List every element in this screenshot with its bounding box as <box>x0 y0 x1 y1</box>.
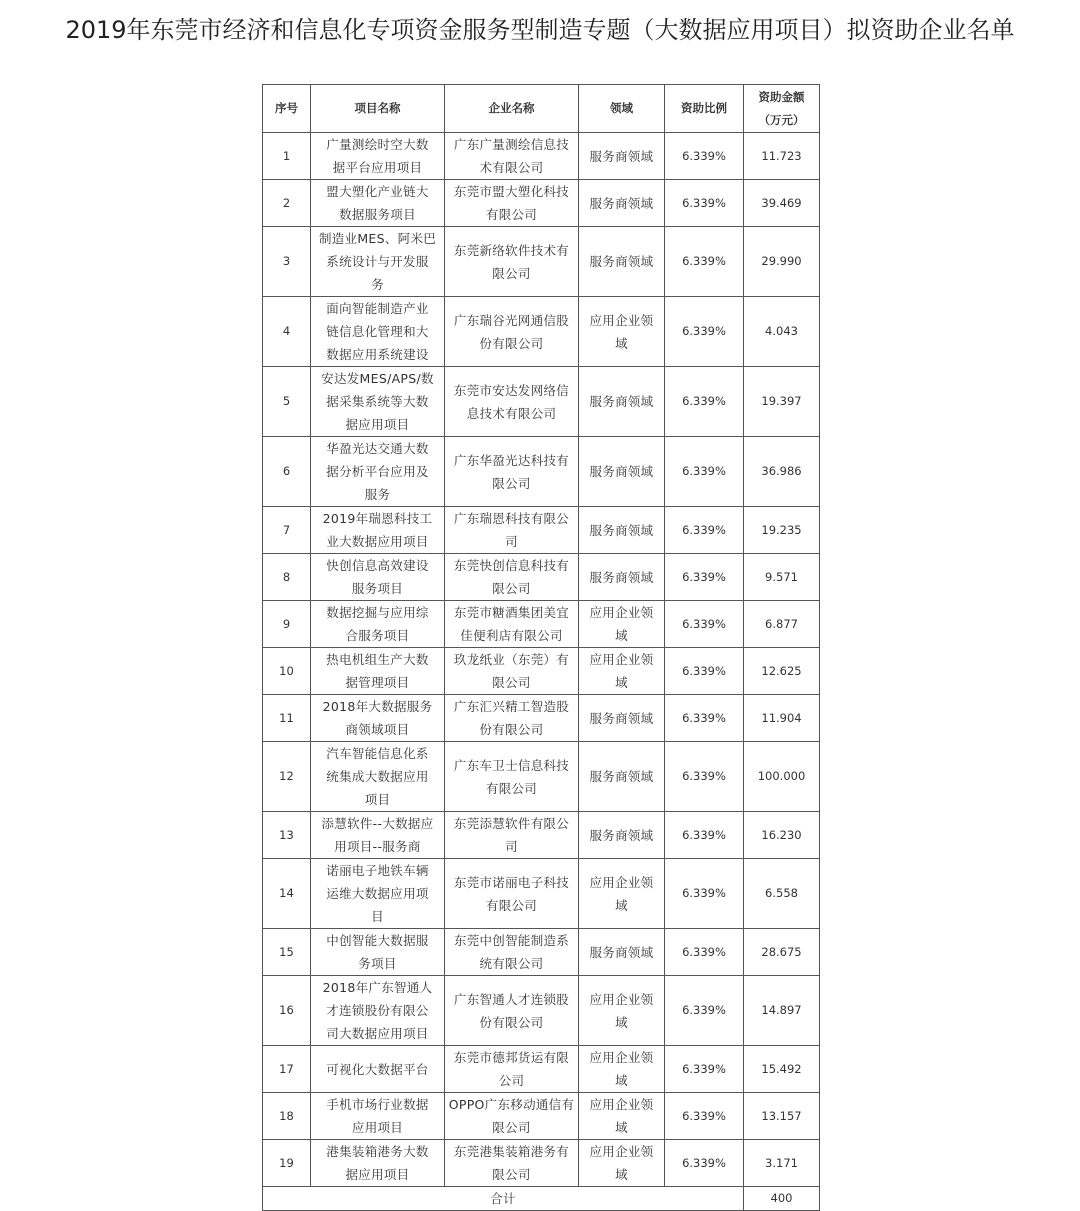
project-name <box>311 812 445 859</box>
company-name <box>445 929 579 976</box>
project-name <box>311 742 445 812</box>
company-name-line: 限公司 <box>492 475 531 491</box>
field <box>579 601 665 648</box>
company-name-line: 公司 <box>498 1073 525 1088</box>
project-name <box>311 859 445 929</box>
project-name-line: 安达发MES/APS/数 <box>321 371 434 386</box>
company-name <box>445 742 579 812</box>
field-line: 应用企业领 <box>589 652 654 667</box>
field <box>579 859 665 929</box>
project-name <box>311 695 445 742</box>
company-name <box>445 976 579 1046</box>
company-name-line: 佳便利店有限公司 <box>460 628 563 643</box>
project-name-line: 务项目 <box>358 956 397 971</box>
row-index: 18 <box>263 1093 311 1140</box>
project-name-line: 盟大塑化产业链大 <box>326 184 429 199</box>
field <box>579 742 665 812</box>
funding-amount: 11.904 <box>744 695 820 742</box>
field-line: 应用企业领 <box>589 312 654 328</box>
company-name-line: 息技术有限公司 <box>466 405 557 421</box>
table-row <box>263 133 820 180</box>
project-name-line: 数据应用系统建设 <box>326 347 429 362</box>
funding-ratio: 6.339% <box>665 133 744 180</box>
company-name-line: 司 <box>505 839 518 854</box>
table-row <box>263 180 820 227</box>
company-name <box>445 648 579 695</box>
table-row <box>263 695 820 742</box>
company-name-line: 玖龙纸业（东莞）有 <box>453 652 570 667</box>
row-index: 16 <box>263 976 311 1046</box>
project-name-line: 务 <box>371 277 384 292</box>
field-line: 服务商领域 <box>589 464 654 479</box>
company-name <box>445 180 579 227</box>
project-name <box>311 601 445 648</box>
field-line: 应用企业领 <box>589 1097 654 1112</box>
company-name-line: OPPO广东移动通信有 <box>448 1097 575 1112</box>
funding-amount: 6.877 <box>744 601 820 648</box>
funding-amount: 16.230 <box>744 812 820 859</box>
field-line: 服务商领域 <box>589 944 654 960</box>
funding-ratio: 6.339% <box>665 180 744 227</box>
company-name-line: 广东智通人才连锁股 <box>453 991 570 1007</box>
funding-ratio: 6.339% <box>665 742 744 812</box>
funding-ratio: 6.339% <box>665 297 744 367</box>
field-line: 域 <box>615 1167 628 1182</box>
company-name <box>445 437 579 507</box>
table-row <box>263 1140 820 1187</box>
project-name <box>311 227 445 297</box>
project-name-line: 商领域项目 <box>345 722 410 737</box>
project-name-line: 诺丽电子地铁车辆 <box>326 863 429 878</box>
company-name-line: 术有限公司 <box>479 160 544 175</box>
field-line: 域 <box>615 675 628 690</box>
row-index: 8 <box>263 554 311 601</box>
project-name-line: 添慧软件--大数据应 <box>321 816 434 831</box>
funding-amount: 29.990 <box>744 227 820 297</box>
table-row <box>263 1093 820 1140</box>
project-name <box>311 554 445 601</box>
company-name-line: 统有限公司 <box>479 956 544 971</box>
field-line: 服务商领域 <box>589 148 654 164</box>
funding-ratio: 6.339% <box>665 648 744 695</box>
company-name <box>445 367 579 437</box>
company-name-line: 限公司 <box>492 675 531 690</box>
field <box>579 976 665 1046</box>
project-name-line: 服务项目 <box>351 581 404 596</box>
funding-ratio: 6.339% <box>665 812 744 859</box>
funding-amount: 39.469 <box>744 180 820 227</box>
project-name-line: 合服务项目 <box>345 628 410 643</box>
company-name-line: 限公司 <box>492 1167 531 1182</box>
field <box>579 437 665 507</box>
company-name-line: 份有限公司 <box>479 1014 544 1030</box>
project-name-line: 据平台应用项目 <box>332 160 423 175</box>
project-name-line: 2018年广东智通人 <box>322 980 433 995</box>
company-name-line: 有限公司 <box>485 780 538 796</box>
project-name-line: 据分析平台应用及 <box>326 464 429 479</box>
funding-amount: 9.571 <box>744 554 820 601</box>
funding-ratio: 6.339% <box>665 976 744 1046</box>
field-line: 服务商领域 <box>589 254 654 269</box>
field-line: 应用企业领 <box>589 605 654 620</box>
funding-amount: 3.171 <box>744 1140 820 1187</box>
project-name-line: 项目 <box>364 792 391 807</box>
header-field: 领域 <box>579 85 665 133</box>
project-name-line: 司大数据应用项目 <box>326 1026 429 1041</box>
table-row <box>263 367 820 437</box>
project-name-line: 据采集系统等大数 <box>326 394 429 409</box>
field-line: 应用企业领 <box>589 1144 654 1159</box>
header-company: 企业名称 <box>445 85 579 133</box>
table-row <box>263 648 820 695</box>
company-name <box>445 695 579 742</box>
company-name-line: 广东车卫士信息科技 <box>453 757 570 773</box>
field-line: 服务商领域 <box>589 394 654 409</box>
company-name-line: 东莞市糖酒集团美宜 <box>453 605 570 620</box>
field-line: 服务商领域 <box>589 710 654 726</box>
project-name-line: 手机市场行业数据 <box>326 1097 429 1112</box>
project-name-line: 港集装箱港务大数 <box>326 1144 429 1159</box>
project-name-line: 服务 <box>364 487 391 502</box>
row-index: 2 <box>263 180 311 227</box>
funding-amount: 4.043 <box>744 297 820 367</box>
project-name-line: 热电机组生产大数 <box>326 652 429 667</box>
table-row <box>263 742 820 812</box>
funding-amount: 36.986 <box>744 437 820 507</box>
project-name-line: 应用项目 <box>351 1120 404 1135</box>
company-name <box>445 812 579 859</box>
field <box>579 648 665 695</box>
company-name <box>445 1140 579 1187</box>
field <box>579 227 665 297</box>
project-name-line: 运维大数据应用项 <box>326 886 429 901</box>
project-name <box>311 437 445 507</box>
field <box>579 695 665 742</box>
company-name-line: 有限公司 <box>485 897 538 913</box>
field-line: 域 <box>615 897 628 913</box>
project-name <box>311 367 445 437</box>
table-row <box>263 227 820 297</box>
company-name <box>445 601 579 648</box>
row-index: 9 <box>263 601 311 648</box>
project-name <box>311 1093 445 1140</box>
field <box>579 1046 665 1093</box>
project-name <box>311 133 445 180</box>
field-line: 服务商领域 <box>589 522 654 538</box>
project-name-line: 2018年大数据服务 <box>322 699 433 714</box>
company-name-line: 东莞快创信息科技有 <box>453 558 570 573</box>
project-name-line: 快创信息高效建设 <box>326 558 429 573</box>
project-name-line: 制造业MES、阿米巴 <box>318 231 437 246</box>
total-amount: 400 <box>744 1187 820 1211</box>
table-row <box>263 437 820 507</box>
funding-ratio: 6.339% <box>665 367 744 437</box>
row-index: 1 <box>263 133 311 180</box>
field <box>579 812 665 859</box>
company-name-line: 东莞中创智能制造系 <box>453 933 570 948</box>
project-name <box>311 976 445 1046</box>
company-name-line: 广东瑞谷光网通信股 <box>453 312 570 328</box>
company-name <box>445 297 579 367</box>
field-line: 域 <box>615 1014 628 1030</box>
company-name <box>445 227 579 297</box>
funding-ratio: 6.339% <box>665 601 744 648</box>
project-name <box>311 1046 445 1093</box>
table-row <box>263 554 820 601</box>
project-name <box>311 1140 445 1187</box>
funding-amount: 19.235 <box>744 507 820 554</box>
row-index: 13 <box>263 812 311 859</box>
project-name-line: 业大数据应用项目 <box>326 534 429 549</box>
table-row <box>263 1046 820 1093</box>
project-name-line: 链信息化管理和大 <box>326 324 429 339</box>
funding-ratio: 6.339% <box>665 695 744 742</box>
header-amount-line2: （万元） <box>758 112 805 127</box>
funding-amount: 19.397 <box>744 367 820 437</box>
company-name-line: 限公司 <box>492 1120 531 1135</box>
company-name-line: 东莞市德邦货运有限 <box>453 1050 570 1065</box>
project-name-line: 目 <box>371 909 384 924</box>
row-index: 3 <box>263 227 311 297</box>
project-name-line: 系统设计与开发服 <box>326 254 429 269</box>
project-name-line: 才连锁股份有限公 <box>326 1003 429 1018</box>
project-name-line: 华盈光达交通大数 <box>326 441 429 456</box>
funding-ratio: 6.339% <box>665 227 744 297</box>
field-line: 服务商领域 <box>589 827 654 843</box>
table-row <box>263 976 820 1046</box>
company-name-line: 东莞新络软件技术有 <box>453 242 570 258</box>
field <box>579 929 665 976</box>
funding-ratio: 6.339% <box>665 859 744 929</box>
company-name-line: 东莞港集装箱港务有 <box>453 1144 570 1159</box>
row-index: 6 <box>263 437 311 507</box>
funding-ratio: 6.339% <box>665 554 744 601</box>
row-index: 11 <box>263 695 311 742</box>
field <box>579 507 665 554</box>
funding-amount: 28.675 <box>744 929 820 976</box>
funding-table <box>262 84 820 1211</box>
funding-ratio: 6.339% <box>665 929 744 976</box>
table-row <box>263 507 820 554</box>
project-name <box>311 297 445 367</box>
field-line: 应用企业领 <box>589 1050 654 1065</box>
header-project: 项目名称 <box>311 85 445 133</box>
company-name-line: 东莞市安达发网络信 <box>453 382 570 398</box>
field-line: 域 <box>615 1073 628 1088</box>
company-name <box>445 554 579 601</box>
field-line: 域 <box>615 1120 628 1135</box>
company-name <box>445 859 579 929</box>
table-body <box>263 133 820 1187</box>
company-name-line: 东莞市盟大塑化科技 <box>453 184 570 199</box>
field-line: 服务商领域 <box>589 769 654 784</box>
field <box>579 367 665 437</box>
row-index: 19 <box>263 1140 311 1187</box>
total-label: 合计 <box>263 1187 744 1211</box>
project-name-line: 统集成大数据应用 <box>326 769 429 784</box>
header-ratio: 资助比例 <box>665 85 744 133</box>
row-index: 15 <box>263 929 311 976</box>
field-line: 域 <box>615 628 628 643</box>
funding-ratio: 6.339% <box>665 437 744 507</box>
row-index: 17 <box>263 1046 311 1093</box>
funding-amount: 13.157 <box>744 1093 820 1140</box>
field-line: 应用企业领 <box>589 874 654 890</box>
project-name-line: 汽车智能信息化系 <box>326 746 429 761</box>
header-index: 序号 <box>263 85 311 133</box>
project-name-line: 可视化大数据平台 <box>326 1061 429 1077</box>
project-name <box>311 929 445 976</box>
company-name <box>445 1046 579 1093</box>
funding-amount: 6.558 <box>744 859 820 929</box>
field-line: 服务商领域 <box>589 569 654 585</box>
company-name-line: 份有限公司 <box>479 722 544 737</box>
funding-ratio: 6.339% <box>665 1140 744 1187</box>
header-amount-line1: 资助金额 <box>758 89 805 104</box>
funding-amount: 14.897 <box>744 976 820 1046</box>
total-row <box>263 1187 820 1211</box>
company-name-line: 有限公司 <box>485 207 538 222</box>
funding-amount: 100.000 <box>744 742 820 812</box>
table-header-row <box>263 85 820 133</box>
row-index: 4 <box>263 297 311 367</box>
company-name-line: 限公司 <box>492 581 531 596</box>
field <box>579 180 665 227</box>
header-amount <box>744 85 820 133</box>
funding-ratio: 6.339% <box>665 1093 744 1140</box>
company-name-line: 东莞市诺丽电子科技 <box>453 874 570 890</box>
field <box>579 554 665 601</box>
project-name-line: 用项目--服务商 <box>334 839 421 854</box>
page-title: 2019年东莞市经济和信息化专项资金服务型制造专题（大数据应用项目）拟资助企业名单 <box>65 16 1015 44</box>
company-name-line: 广东广量测绘信息技 <box>453 137 570 152</box>
project-name <box>311 180 445 227</box>
table-row <box>263 929 820 976</box>
company-name-line: 份有限公司 <box>479 335 544 351</box>
company-name <box>445 507 579 554</box>
company-name-line: 广东瑞恩科技有限公 <box>453 511 570 526</box>
project-name-line: 据管理项目 <box>345 675 410 690</box>
company-name-line: 广东汇兴精工智造股 <box>453 699 570 714</box>
company-name <box>445 133 579 180</box>
funding-amount: 12.625 <box>744 648 820 695</box>
project-name <box>311 648 445 695</box>
project-name-line: 面向智能制造产业 <box>326 301 429 316</box>
company-name <box>445 1093 579 1140</box>
project-name-line: 据应用项目 <box>345 1167 410 1182</box>
field <box>579 1093 665 1140</box>
project-name-line: 数据服务项目 <box>339 207 416 222</box>
row-index: 7 <box>263 507 311 554</box>
table-row <box>263 812 820 859</box>
table-row <box>263 859 820 929</box>
field-line: 域 <box>615 335 628 351</box>
funding-ratio: 6.339% <box>665 1046 744 1093</box>
row-index: 12 <box>263 742 311 812</box>
field-line: 应用企业领 <box>589 991 654 1007</box>
funding-amount: 11.723 <box>744 133 820 180</box>
company-name-line: 广东华盈光达科技有 <box>453 452 570 468</box>
row-index: 14 <box>263 859 311 929</box>
project-name-line: 数据挖掘与应用综 <box>326 605 429 620</box>
field <box>579 133 665 180</box>
table-row <box>263 297 820 367</box>
company-name-line: 限公司 <box>492 265 531 281</box>
project-name-line: 中创智能大数据服 <box>326 933 429 948</box>
company-name-line: 东莞添慧软件有限公 <box>453 816 570 831</box>
row-index: 10 <box>263 648 311 695</box>
table-row <box>263 601 820 648</box>
funding-amount: 15.492 <box>744 1046 820 1093</box>
company-name-line: 司 <box>505 534 518 549</box>
project-name <box>311 507 445 554</box>
funding-ratio: 6.339% <box>665 507 744 554</box>
field <box>579 297 665 367</box>
field-line: 服务商领域 <box>589 195 654 211</box>
project-name-line: 广量测绘时空大数 <box>326 137 429 152</box>
field <box>579 1140 665 1187</box>
project-name-line: 据应用项目 <box>345 417 410 432</box>
project-name-line: 2019年瑞恩科技工 <box>322 511 433 526</box>
row-index: 5 <box>263 367 311 437</box>
